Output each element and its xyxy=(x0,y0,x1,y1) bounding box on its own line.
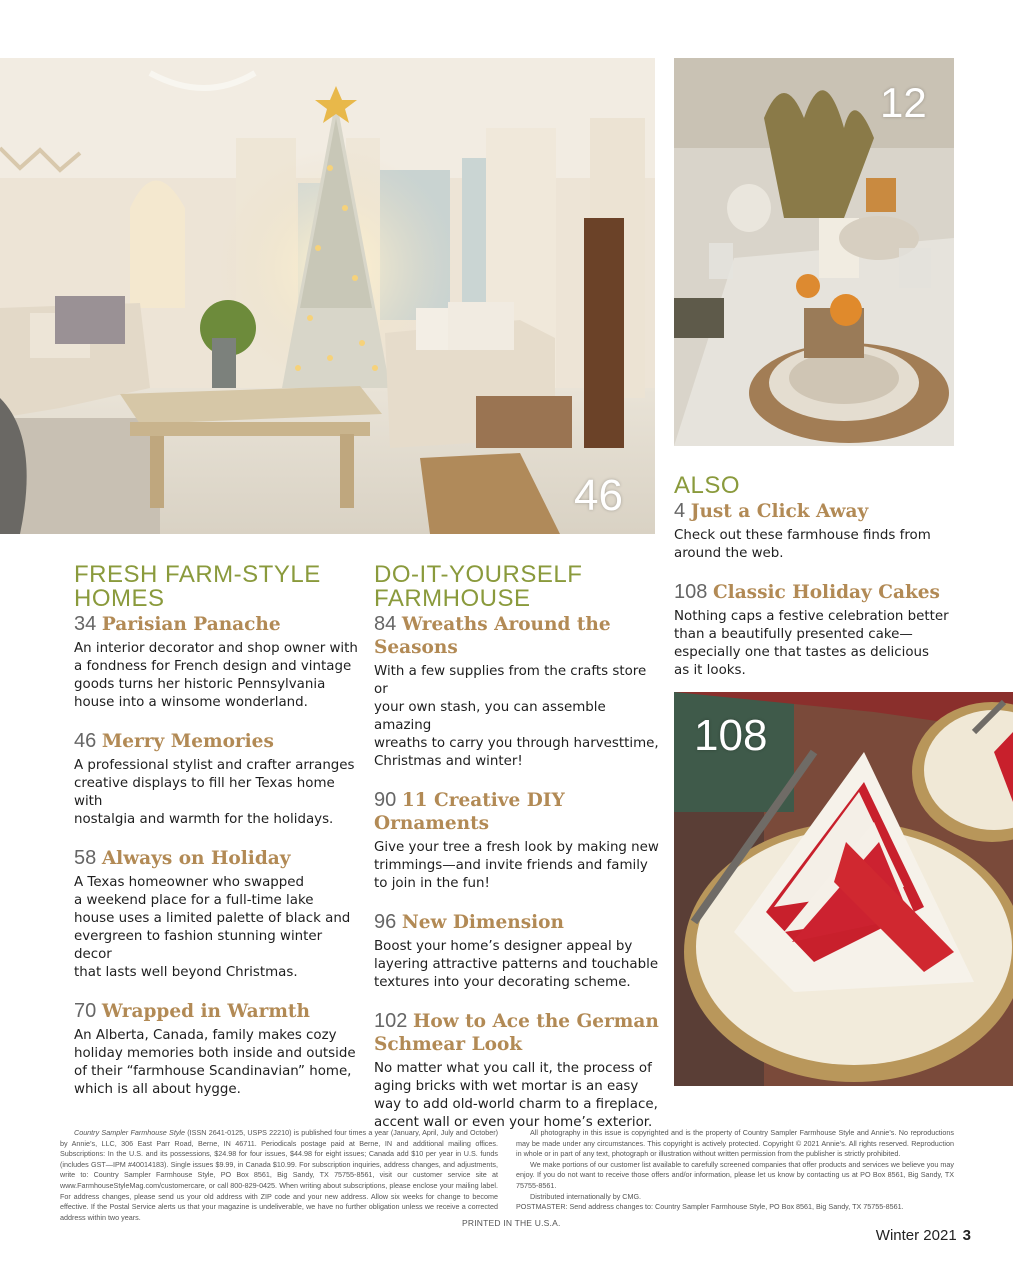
desc-line: textures into your decorating scheme. xyxy=(374,975,631,990)
entry-title: Merry Memories xyxy=(101,731,274,752)
entry-title: Seasons xyxy=(374,637,458,658)
entry-description xyxy=(74,757,364,829)
entry-description xyxy=(374,1060,664,1132)
entry-description xyxy=(374,839,664,893)
entry-description xyxy=(74,874,364,982)
desc-line: Boost your home’s designer appeal by xyxy=(374,939,633,954)
section-title-line: FARMHOUSE xyxy=(374,585,531,612)
cake-page-number: 108 xyxy=(694,711,768,760)
entry-page-number: 102 xyxy=(374,1010,408,1032)
desc-line: An interior decorator and shop owner with xyxy=(74,641,358,656)
entry-page-number: 34 xyxy=(74,613,97,635)
desc-line: trimmings—and invite friends and family xyxy=(374,858,648,873)
entry-title: Always on Holiday xyxy=(101,848,291,869)
desc-line: your own stash, you can assemble amazing xyxy=(374,700,606,733)
desc-line: holiday memories both inside and outside xyxy=(74,1046,356,1061)
table-setting-page-number: 12 xyxy=(880,79,927,126)
desc-line: a fondness for French design and vintage xyxy=(74,659,352,674)
publication-details: (ISSN 2641-0125, USPS 22210) is published four times a year (January, April, July and October) by Annie’s, LLC, 306 East Parr Road, Berne, IN 46711. Periodicals postage paid at Berne, IN and additional mailing offices. Subscriptions: In the U.S. and its possessions, $24.98 for four issues, $44.98 for eight issues; Canada add $10 per year in U.S. funds (includes GST—IPM #40014183). Single issues $9.99, in Canada $10.99. For subscription inquiries, address changes, and adjustments, write to: Country Sampler Farmhouse Style, PO Box 8561, Big Sandy, TX 75755-8561, visit our customer service site at www.FarmhouseStyleMag.com/customercare, or call 800-829-0425. When writing about subscriptions, please enclose your mailing label. For address changes, please send us your old address with ZIP code and your new address. Allow six weeks for change to become effective. If the Postal Service alerts us that your magazine is undeliverable, we have no further obligation unless we receive a corrected address within two years. xyxy=(60,1128,498,1222)
mailing-list-notice: We make portions of our customer list available to carefully screened companies that offer products and services we believe you may enjoy. If you do not want to receive those offers and/or information, please let us know by contacting us at PO Box 8561, Big Sandy, TX 75755-8561. xyxy=(516,1159,954,1190)
section-diy xyxy=(374,563,664,1132)
entry-title: Schmear Look xyxy=(374,1034,523,1055)
toc-entry-parisian-panache[interactable] xyxy=(74,613,364,712)
toc-entry-classic-holiday-cakes[interactable] xyxy=(674,581,974,680)
living-room-photo xyxy=(0,58,655,534)
entry-page-number: 90 xyxy=(374,789,397,811)
desc-line: which is all about hygge. xyxy=(74,1082,241,1097)
desc-line: creative displays to fill her Texas home with xyxy=(74,776,335,809)
entry-page-number: 4 xyxy=(674,500,686,522)
section-title xyxy=(374,563,664,611)
publication-info xyxy=(60,1128,498,1223)
entry-page-number: 96 xyxy=(374,911,397,933)
desc-line: a weekend place for a full-time lake xyxy=(74,893,314,908)
entry-description xyxy=(74,1027,364,1099)
entry-title: Parisian Panache xyxy=(101,614,281,635)
entry-page-number: 46 xyxy=(74,730,97,752)
desc-line: A Texas homeowner who swapped xyxy=(74,875,305,890)
desc-line: of their “farmhouse Scandinavian” home, xyxy=(74,1064,352,1079)
desc-line: house uses a limited palette of black and xyxy=(74,911,351,926)
section-title: ALSO xyxy=(674,472,741,499)
section-also xyxy=(674,474,974,680)
desc-line: than a beautifully presented cake— xyxy=(674,627,913,642)
toc-entry-wrapped-in-warmth[interactable] xyxy=(74,1000,364,1099)
desc-line: Check out these farmhouse finds from xyxy=(674,528,931,543)
folio xyxy=(876,1227,971,1244)
entry-page-number: 58 xyxy=(74,847,97,869)
toc-entry-just-a-click-away[interactable] xyxy=(674,500,974,563)
toc-entry-creative-diy-ornaments[interactable] xyxy=(374,789,664,893)
toc-entry-wreaths-around-the-seasons[interactable] xyxy=(374,613,664,771)
entry-description xyxy=(74,640,364,712)
entry-description xyxy=(374,938,664,992)
entry-page-number: 108 xyxy=(674,581,708,603)
desc-line: around the web. xyxy=(674,546,784,561)
copyright-info xyxy=(516,1128,954,1213)
desc-line: Nothing caps a festive celebration better xyxy=(674,609,949,624)
desc-line: accent wall or even your home’s exterior. xyxy=(374,1115,653,1130)
table-setting-photo xyxy=(674,58,954,446)
desc-line: With a few supplies from the crafts store or xyxy=(374,664,647,697)
entry-description xyxy=(674,527,974,563)
toc-entry-new-dimension[interactable] xyxy=(374,911,664,992)
living-room-page-number: 46 xyxy=(574,471,623,520)
postmaster-notice: POSTMASTER: Send address changes to: Country Sampler Farmhouse Style, PO Box 8561, Big Sandy, TX 75755-8561. xyxy=(516,1202,904,1212)
desc-line: that lasts well beyond Christmas. xyxy=(74,965,298,980)
entry-title: How to Ace the German xyxy=(412,1011,659,1032)
cake-photo xyxy=(674,692,1013,1086)
issue-label: Winter 2021 xyxy=(875,1227,957,1244)
section-title-line: DO-IT-YOURSELF xyxy=(374,561,583,588)
entry-description xyxy=(674,608,974,680)
desc-line: No matter what you call it, the process of xyxy=(374,1061,652,1076)
page-number: 3 xyxy=(962,1227,971,1244)
section-title xyxy=(74,563,364,611)
desc-line: way to add old-world charm to a fireplace, xyxy=(374,1097,658,1112)
desc-line: as it looks. xyxy=(674,663,746,678)
desc-line: especially one that tastes as delicious xyxy=(674,645,929,660)
desc-line: Christmas and winter! xyxy=(374,754,523,769)
copyright-notice: All photography in this issue is copyrighted and is the property of Country Sampler Farmhouse Style and Annie’s. No reproductions may be made under any circumstances. This copyright is actively protected. Copyright © 2021 Annie’s. All rights reserved. Reproduction in whole or in part of any text, photograph or illustration without written permission from the publisher is strictly prohibited. xyxy=(516,1128,954,1159)
entry-title: Wreaths Around the xyxy=(401,614,611,635)
desc-line: aging bricks with wet mortar is an easy xyxy=(374,1079,639,1094)
desc-line: wreaths to carry you through harvesttime, xyxy=(374,736,659,751)
entry-page-number: 70 xyxy=(74,1000,97,1022)
desc-line: evergreen to fashion stunning winter decor xyxy=(74,929,323,962)
entry-title: 11 Creative DIY Ornaments xyxy=(374,790,565,834)
desc-line: layering attractive patterns and touchable xyxy=(374,957,659,972)
entry-title: Wrapped in Warmth xyxy=(101,1001,310,1022)
printed-in-usa: PRINTED IN THE U.S.A. xyxy=(462,1218,561,1228)
toc-entry-german-schmear[interactable] xyxy=(374,1010,664,1132)
toc-entry-always-on-holiday[interactable] xyxy=(74,847,364,982)
section-title-line: FRESH FARM-STYLE xyxy=(74,561,321,588)
entry-title: Classic Holiday Cakes xyxy=(712,582,940,603)
desc-line: goods turns her historic Pennsylvania xyxy=(74,677,326,692)
publication-name: Country Sampler Farmhouse Style xyxy=(74,1128,186,1137)
entry-description xyxy=(374,663,664,771)
desc-line: house into a winsome wonderland. xyxy=(74,695,308,710)
section-farm-homes xyxy=(74,563,364,1099)
distribution-notice: Distributed internationally by CMG. xyxy=(530,1191,642,1201)
section-title-line: HOMES xyxy=(74,585,165,612)
desc-line: nostalgia and warmth for the holidays. xyxy=(74,812,334,827)
entry-title: Just a Click Away xyxy=(690,501,869,522)
desc-line: Give your tree a fresh look by making new xyxy=(374,840,659,855)
desc-line: A professional stylist and crafter arranges xyxy=(74,758,355,773)
toc-entry-merry-memories[interactable] xyxy=(74,730,364,829)
entry-title: New Dimension xyxy=(401,912,564,933)
desc-line: An Alberta, Canada, family makes cozy xyxy=(74,1028,337,1043)
desc-line: to join in the fun! xyxy=(374,876,490,891)
entry-page-number: 84 xyxy=(374,613,397,635)
